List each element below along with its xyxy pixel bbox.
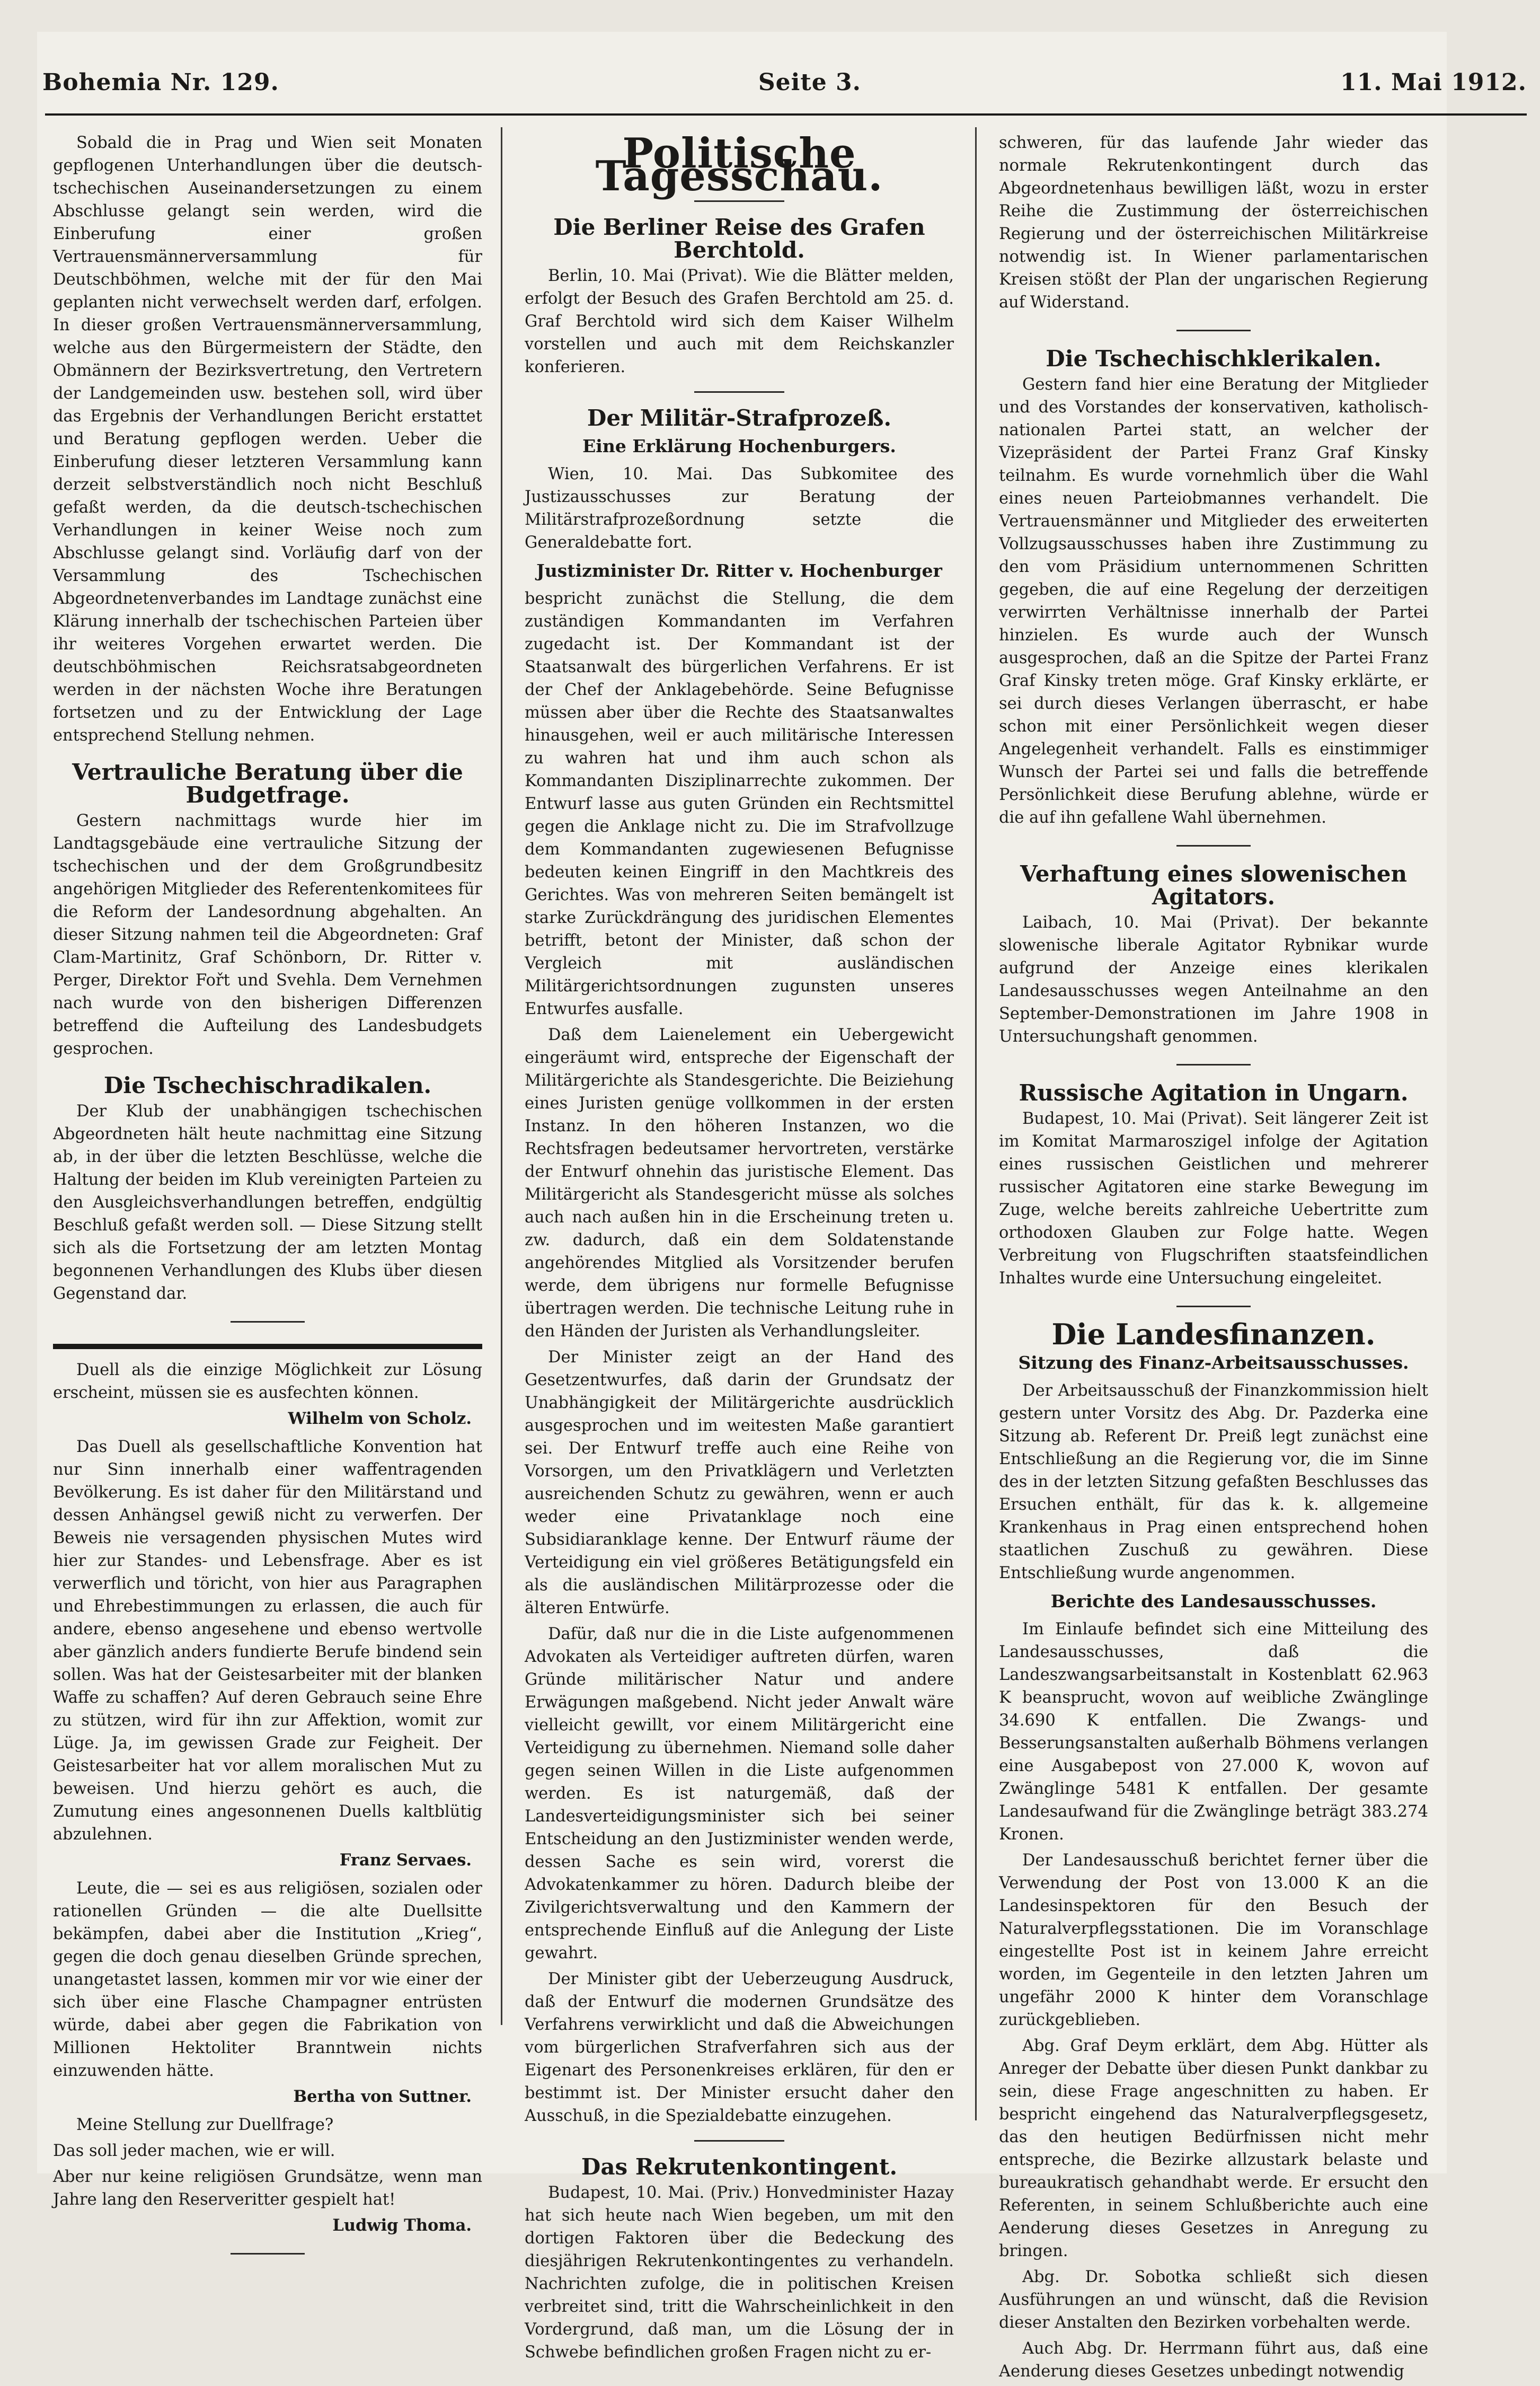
quote-paragraph: Duell als die einzige Möglichkeit zur Lösung erscheint, müssen sie es ausfechten können. — [53, 1361, 482, 1402]
column-rule-2 — [975, 127, 977, 2120]
page-title: Politische Tagesschau. — [595, 129, 883, 200]
quote-signature: Wilhelm von Scholz. — [288, 1409, 472, 1428]
article-paragraph: Gestern nachmittags wurde hier im Landtagsgebäude eine vertrauliche Sitzung der tschechischen und der dem Großgrundbesitz angehörigen Mitglieder des Referentenkomitees für die Reform der Landesordnung abgehalten. An dieser Sitzung nahmen teil die Abgeordneten: Graf Clam-Martinitz, Graf Schönborn, Dr. Ritter v. Perger, Direktor Fořt und Svehla. Dem Vernehmen nach wurde von den bisherigen Differenzen betreffend die Aufteilung des Landesbudgets gesprochen. — [53, 812, 482, 1058]
article-paragraph: Budapest, 10. Mai (Privat). Seit längerer Zeit ist im Komitat Marmaroszigel infolge der Agitation eines russischen Geistlichen und mehrerer russischer Agitatoren eine starke Bewegung im Zuge, welche bereits zahlreiche Uebertritte zum orthodoxen Glauben zur Folge hatte. Wegen Verbreitung von Flugschriften staatsfeindlichen Inhaltes wurde eine Untersuchung eingeleitet. — [999, 1110, 1428, 1288]
column-2 — [525, 131, 954, 2367]
section-title: Vertrauliche Beratung über die Budgetfrage. — [72, 759, 463, 808]
section-title: Das Rekrutenkontingent. — [581, 2154, 898, 2180]
quote-signature: Bertha von Suttner. — [293, 2087, 472, 2106]
divider — [694, 391, 784, 393]
article-paragraph: Sobald die in Prag und Wien seit Monaten gepflogenen Unterhandlungen über die deutsch-tschechischen Auseinandersetzungen zu einem Abschlusse gelangt sein werden, wird die Einberufung einer großen Vertrauensmännerversammlung für Deutschböhmen, welche mit der für den Mai geplanten nicht verwechselt werden darf, erfolgen. In dieser großen Vertrauensmännerversammlung, welche aus den Bürgermeistern der Städte, den Obmännern der Bezirksvertretung, den Vertretern der Landgemeinden usw. bestehen soll, wird über das Ergebnis der Verhandlungen Bericht erstattet und Beratung gepflogen werden. Ueber die Einberufung dieser letzteren Versammlung kann derzeit selbstverständlich noch nicht Beschluß gefaßt werden, da die deutsch-tschechischen Verhandlungen in keiner Weise noch zum Abschlusse gelangt sind. Vorläufig darf von der Versammlung des Tschechischen Abgeordnetenverbandes im Landtage zunächst eine Klärung innerhalb der tschechischen Parteien über ihr weiteres Vorgehen erwartet werden. Die deutschböhmischen Reichsratsabgeordneten werden in der nächsten Woche ihre Beratungen fortsetzen und zu der Entwicklung der Lage entsprechend Stellung nehmen. — [53, 134, 482, 745]
section-title: Die Berliner Reise des Grafen Berchtold. — [553, 214, 925, 263]
section-subtitle: Sitzung des Finanz-Arbeitsausschusses. — [1018, 1352, 1409, 1373]
article-paragraph: Daß dem Laienelement ein Uebergewicht eingeräumt wird, entspreche der Eigenschaft der Militärgerichte als Standesgerichte. Die Beiziehung eines Juristen genüge vollkommen in der ersten Instanz. In den höheren Instanzen, wo die Rechtsfragen bedeutsamer hervortreten, verstärke der Entwurf ohnehin das juristische Element. Das Militärgericht als Standesgericht müsse als solches auch nach außen hin in die Erscheinung treten u. zw. dadurch, daß ein dem Soldatenstande angehörendes Mitglied als Vorsitzender berufen werde, dem übrigens nur formelle Befugnisse übertragen werden. Die technische Leitung ruhe in den Händen der Juristen als Verhandlungsleiter. — [525, 1026, 954, 1341]
divider — [1176, 330, 1251, 331]
verse-line: Aber nur keine religiösen Grundsätze, wenn man Jahre lang den Reserveritter gespielt hat! — [53, 2168, 482, 2209]
quote-signature: Ludwig Thoma. — [332, 2216, 472, 2235]
column-3 — [999, 131, 1428, 2386]
divider — [694, 2140, 784, 2142]
article-paragraph: Abg. Graf Deym erklärt, dem Abg. Hütter als Anreger der Debatte über diesen Punkt dankbar zu sein, diese Frage angeschnitten zu haben. Er bespricht eingehend das Naturalverpflegsgesetz, das den heutigen Bedürfnissen nicht mehr entspreche, die Bezirke allzustark belaste und bureaukratisch gehandhabt werde. Er ersucht den Referenten, in seinem Schlußberichte auch eine Aenderung dieses Gesetzes in Anregung zu bringen. — [999, 2037, 1428, 2260]
article-paragraph: Budapest, 10. Mai. (Priv.) Honvedminister Hazay hat sich heute nach Wien begeben, um mit den dortigen Faktoren über die Bedeckung des diesjährigen Rekrutenkontingentes zu verhandeln. Nachrichten zufolge, die in politischen Kreisen verbreitet sind, tritt die Wahrscheinlichkeit in den Vordergrund, daß man, um die Lösung der in Schwebe befindlichen großen Fragen nicht zu er- — [525, 2184, 954, 2362]
quote-paragraph: Das Duell als gesellschaftliche Konvention hat nur Sinn innerhalb einer waffentragenden Bevölkerung. Es ist daher für den Militärstand und dessen Anhängsel gewiß nicht zu verwerfen. Der Beweis nie versagenden physischen Mutes wird hier zur Standes- und Lebensfrage. Aber es ist verwerflich und töricht, von hier aus Paragraphen und Ehrebestimmungen zu erlassen, die auch für andere, ebenso angesehene und ebenso wertvolle aber gänzlich anders fundierte Berufe bindend sein sollen. Was hat der Geistesarbeiter mit der blanken Waffe zu schaffen? Auf deren Gebrauch seine Ehre zu stützen, wird für ihn zur Affektion, womit zur Lüge. Ja, im gewissen Grade zur Feigheit. Der Geistesarbeiter hat vor allem moralischen Mut zu beweisen. Und hierzu gehört es auch, die Zumutung eines angesonnenen Duells kaltblütig abzulehnen. — [53, 1438, 482, 1844]
verse-line: Meine Stellung zur Duellfrage? — [76, 2116, 334, 2134]
column-1 — [53, 131, 482, 2270]
article-paragraph: Abg. Dr. Sobotka schließt sich diesen Ausführungen an und wünscht, daß die Revision dieser Anstalten den Bezirken vorbehalten werde. — [999, 2268, 1428, 2332]
section-title: Die Landesfinanzen. — [1051, 1317, 1376, 1351]
article-paragraph: Der Landesausschuß berichtet ferner über die Verwendung der Post von 13.000 K an die Landesinspektoren für den Besuch der Naturalverpflegsstationen. Die im Voranschlage eingestellte Post ist in keinem Jahre erreicht worden, im Gegenteile in den letzten Jahren um ungefähr 2000 K hinter dem Voranschlage zurückgeblieben. — [999, 1851, 1428, 2029]
quote-paragraph: Leute, die — sei es aus religiösen, sozialen oder rationellen Gründen — die alte Duellsitte bekämpfen, dabei aber die Institution „Krieg“, gegen die doch genau dieselben Gründe sprechen, unangetastet lassen, kommen mir vor wie einer der sich über eine Flasche Champagner entrüsten würde, dabei aber gegen die Fabrikation von Millionen Hektoliter Branntwein nichts einzuwenden hätte. — [53, 1879, 482, 2080]
divider — [694, 200, 784, 202]
divider — [1176, 1306, 1251, 1307]
thick-divider — [53, 1344, 482, 1349]
divider — [231, 1321, 305, 1323]
issue-date: 11. Mai 1912. — [1340, 68, 1527, 96]
article-paragraph: Wien, 10. Mai. Das Subkomitee des Justizausschusses zur Beratung der Militärstrafprozeßordnung setzte die Generaldebatte fort. — [525, 465, 954, 552]
section-title: Die Tschechischradikalen. — [103, 1072, 432, 1098]
article-paragraph: Gestern fand hier eine Beratung der Mitglieder und des Vorstandes der konservativen, katholisch-nationalen Partei statt, an welcher der Vizepräsident der Partei Franz Graf Kinsky teilnahm. Es wurde vornehmlich über die Wahl eines neuen Parteiobmannes verhandelt. Die Vertrauensmänner und Mitglieder des erweiterten Vollzugsausschusses haben ihre Zustimmung zu den vom Präsidium unternommenen Schritten gegeben, die auf eine Regelung der derzeitigen verwirrten Verhältnisse innerhalb der Partei hinzielen. Es wurde auch der Wunsch ausgesprochen, daß an die Spitze der Partei Franz Graf Kinsky treten möge. Graf Kinsky erklärte, er sei durch dieses Verlangen überrascht, er habe schon mit einer Persönlichkeit wegen dieser Angelegenheit verhandelt. Falls es einstimmiger Wunsch der Partei sei und falls die betreffende Persönlichkeit diese Berufung ablehne, würde er die auf ihn gefallene Wahl übernehmen. — [999, 375, 1428, 827]
running-head — [42, 58, 1527, 106]
section-title: Verhaftung eines slowenischen Agitators. — [1020, 861, 1408, 910]
section-subtitle: Justizminister Dr. Ritter v. Hochenburger — [536, 560, 942, 581]
article-paragraph: Im Einlaufe befindet sich eine Mitteilung des Landesausschusses, daß die Landeszwangsarbeitsanstalt in Kostenblatt 62.963 K beansprucht, wovon auf weibliche Zwänglinge 34.690 K entfallen. Die Zwangs- und Besserungsanstalten außerhalb Böhmens verlangen eine Ausgabepost von 27.000 K, wovon auf Zwänglinge 5481 K entfallen. Der gesamte Landesaufwand für die Zwänglinge beträgt 383.274 Kronen. — [999, 1620, 1428, 1844]
article-paragraph: Der Minister zeigt an der Hand des Gesetzentwurfes, daß darin der Grundsatz der Unabhängigkeit der Militärgerichte ausdrücklich ausgesprochen und im weitesten Maße garantiert sei. Der Entwurf treffe auch eine Reihe von Vorsorgen, um den Privatklägern und Verletzten ausreichenden Schutz zu gewähren, wenn er auch weder eine Privatanklage noch eine Subsidiaranklage kenne. Der Entwurf räume der Verteidigung ein viel größeres Betätigungsfeld ein als die ausländischen Militärprozesse oder die älteren Entwürfe. — [525, 1348, 954, 1617]
header-rule — [45, 113, 1527, 116]
column-rule-1 — [501, 127, 502, 2025]
section-title: Die Tschechischklerikalen. — [1046, 346, 1382, 372]
article-paragraph: Dafür, daß nur die in die Liste aufgenommenen Advokaten als Verteidiger auftreten dürfen, waren Gründe militärischer Natur und andere Erwägungen maßgebend. Nicht jeder Anwalt wäre vielleicht gewillt, vor einem Militärgericht eine Verteidigung zu übernehmen. Niemand solle daher gegen seinen Willen in die Liste aufgenommen werden. Es ist naturgemäß, daß der Landesverteidigungsminister sich bei seiner Entscheidung an den Justizminister wenden werde, dessen Sache es sein wird, vorerst die Advokatenkammer zu hören. Dadurch bleibe der Zivilgerichtsverwaltung und den Kammern der entsprechende Einfluß auf die Anlegung der Liste gewahrt. — [525, 1625, 954, 1962]
quote-signature: Franz Servaes. — [339, 1851, 472, 1870]
article-paragraph: Berlin, 10. Mai (Privat). Wie die Blätter melden, erfolgt der Besuch des Grafen Berchtold am 25. d. Graf Berchtold wird sich dem Kaiser Wilhelm vorstellen und auch mit dem Reichskanzler konferieren. — [525, 267, 954, 376]
article-paragraph: Auch Abg. Dr. Herrmann führt aus, daß eine Aenderung dieses Gesetzes unbedingt notwendig — [999, 2339, 1428, 2381]
section-title: Der Militär-Strafprozeß. — [587, 405, 892, 431]
article-paragraph: Der Arbeitsausschuß der Finanzkommission hielt gestern unter Vorsitz des Abg. Dr. Pazderka eine Sitzung ab. Referent Dr. Preiß legt zunächst eine Entschließung an die Regierung vor, die im Sinne des in der letzten Sitzung gefaßten Beschlusses das Ersuchen enthält, für das k. k. allgemeine Krankenhaus in Prag einen entsprechend hohen staatlichen Zuschuß zu gewähren. Diese Entschließung wurde angenommen. — [999, 1381, 1428, 1582]
verse-line: Das soll jeder machen, wie er will. — [53, 2142, 335, 2160]
article-paragraph: Der Klub der unabhängigen tschechischen Abgeordneten hält heute nachmittag eine Sitzung ab, in der über die letzten Beschlüsse, welche die Haltung der beiden im Klub vereinigten Parteien zu den Ausgleichsverhandlungen betreffen, endgültig Beschluß gefaßt werden soll. — Diese Sitzung stellt sich als die Fortsetzung der am letzten Montag begonnenen Verhandlungen des Klubs über diesen Gegenstand dar. — [53, 1102, 482, 1303]
divider — [231, 2253, 305, 2255]
divider — [1176, 1064, 1251, 1066]
article-paragraph: bespricht zunächst die Stellung, die dem zuständigen Kommandanten im Verfahren zugedacht ist. Der Kommandant ist der Staatsanwalt des bürgerlichen Verfahrens. Er ist der Chef der Anklagebehörde. Seine Befugnisse müssen aber über die Rechte des Staatsanwaltes hinausgehen, weil er auch militärische Interessen zu wahren hat und ihm auch schon als Kommandanten Disziplinarrechte zukommen. Der Entwurf lasse aus guten Gründen ein Rechtsmittel gegen die Anklage nicht zu. Die im Strafvollzuge dem Kommandanten zugewiesenen Befugnisse bedeuten keinen Eingriff in den Machtkreis des Gerichtes. Was von mehreren Seiten bemängelt ist starke Zurückdrängung des juridischen Elementes betrifft, betont der Minister, daß schon der Vergleich mit ausländischen Militärgerichtsordnungen zugunsten unseres Entwurfes ausfalle. — [525, 589, 954, 1018]
article-paragraph: Der Minister gibt der Ueberzeugung Ausdruck, daß der Entwurf die modernen Grundsätze des Verfahrens verwirklicht und daß die Abweichungen vom bürgerlichen Strafverfahren sich aus der Eigenart des Personenkreises erklären, für den er bestimmt ist. Der Minister ersucht daher den Ausschuß, in die Spezialdebatte einzugehen. — [525, 1970, 954, 2125]
section-title: Russische Agitation in Ungarn. — [1019, 1080, 1409, 1106]
section-subtitle: Eine Erklärung Hochenburgers. — [582, 436, 896, 456]
section-subtitle: Berichte des Landesausschusses. — [1050, 1591, 1377, 1612]
article-paragraph: Laibach, 10. Mai (Privat). Der bekannte slowenische liberale Agitator Rybnikar wurde aufgrund der Anzeige eines klerikalen Landesausschusses wegen Anteilnahme an den September-Demonstrationen im Jahre 1908 in Untersuchungshaft genommen. — [999, 913, 1428, 1046]
issue-number: Bohemia Nr. 129. — [42, 68, 279, 96]
divider — [1176, 845, 1251, 847]
page-number: Seite 3. — [758, 68, 861, 96]
article-paragraph: schweren, für das laufende Jahr wieder das normale Rekrutenkontingent durch das Abgeordnetenhaus bewilligen läßt, wozu in erster Reihe die Zustimmung der österreichischen Regierung und der österreichischen Militärkreise notwendig ist. In Wiener parlamentarischen Kreisen stößt der Plan der ungarischen Regierung auf Widerstand. — [999, 134, 1428, 312]
